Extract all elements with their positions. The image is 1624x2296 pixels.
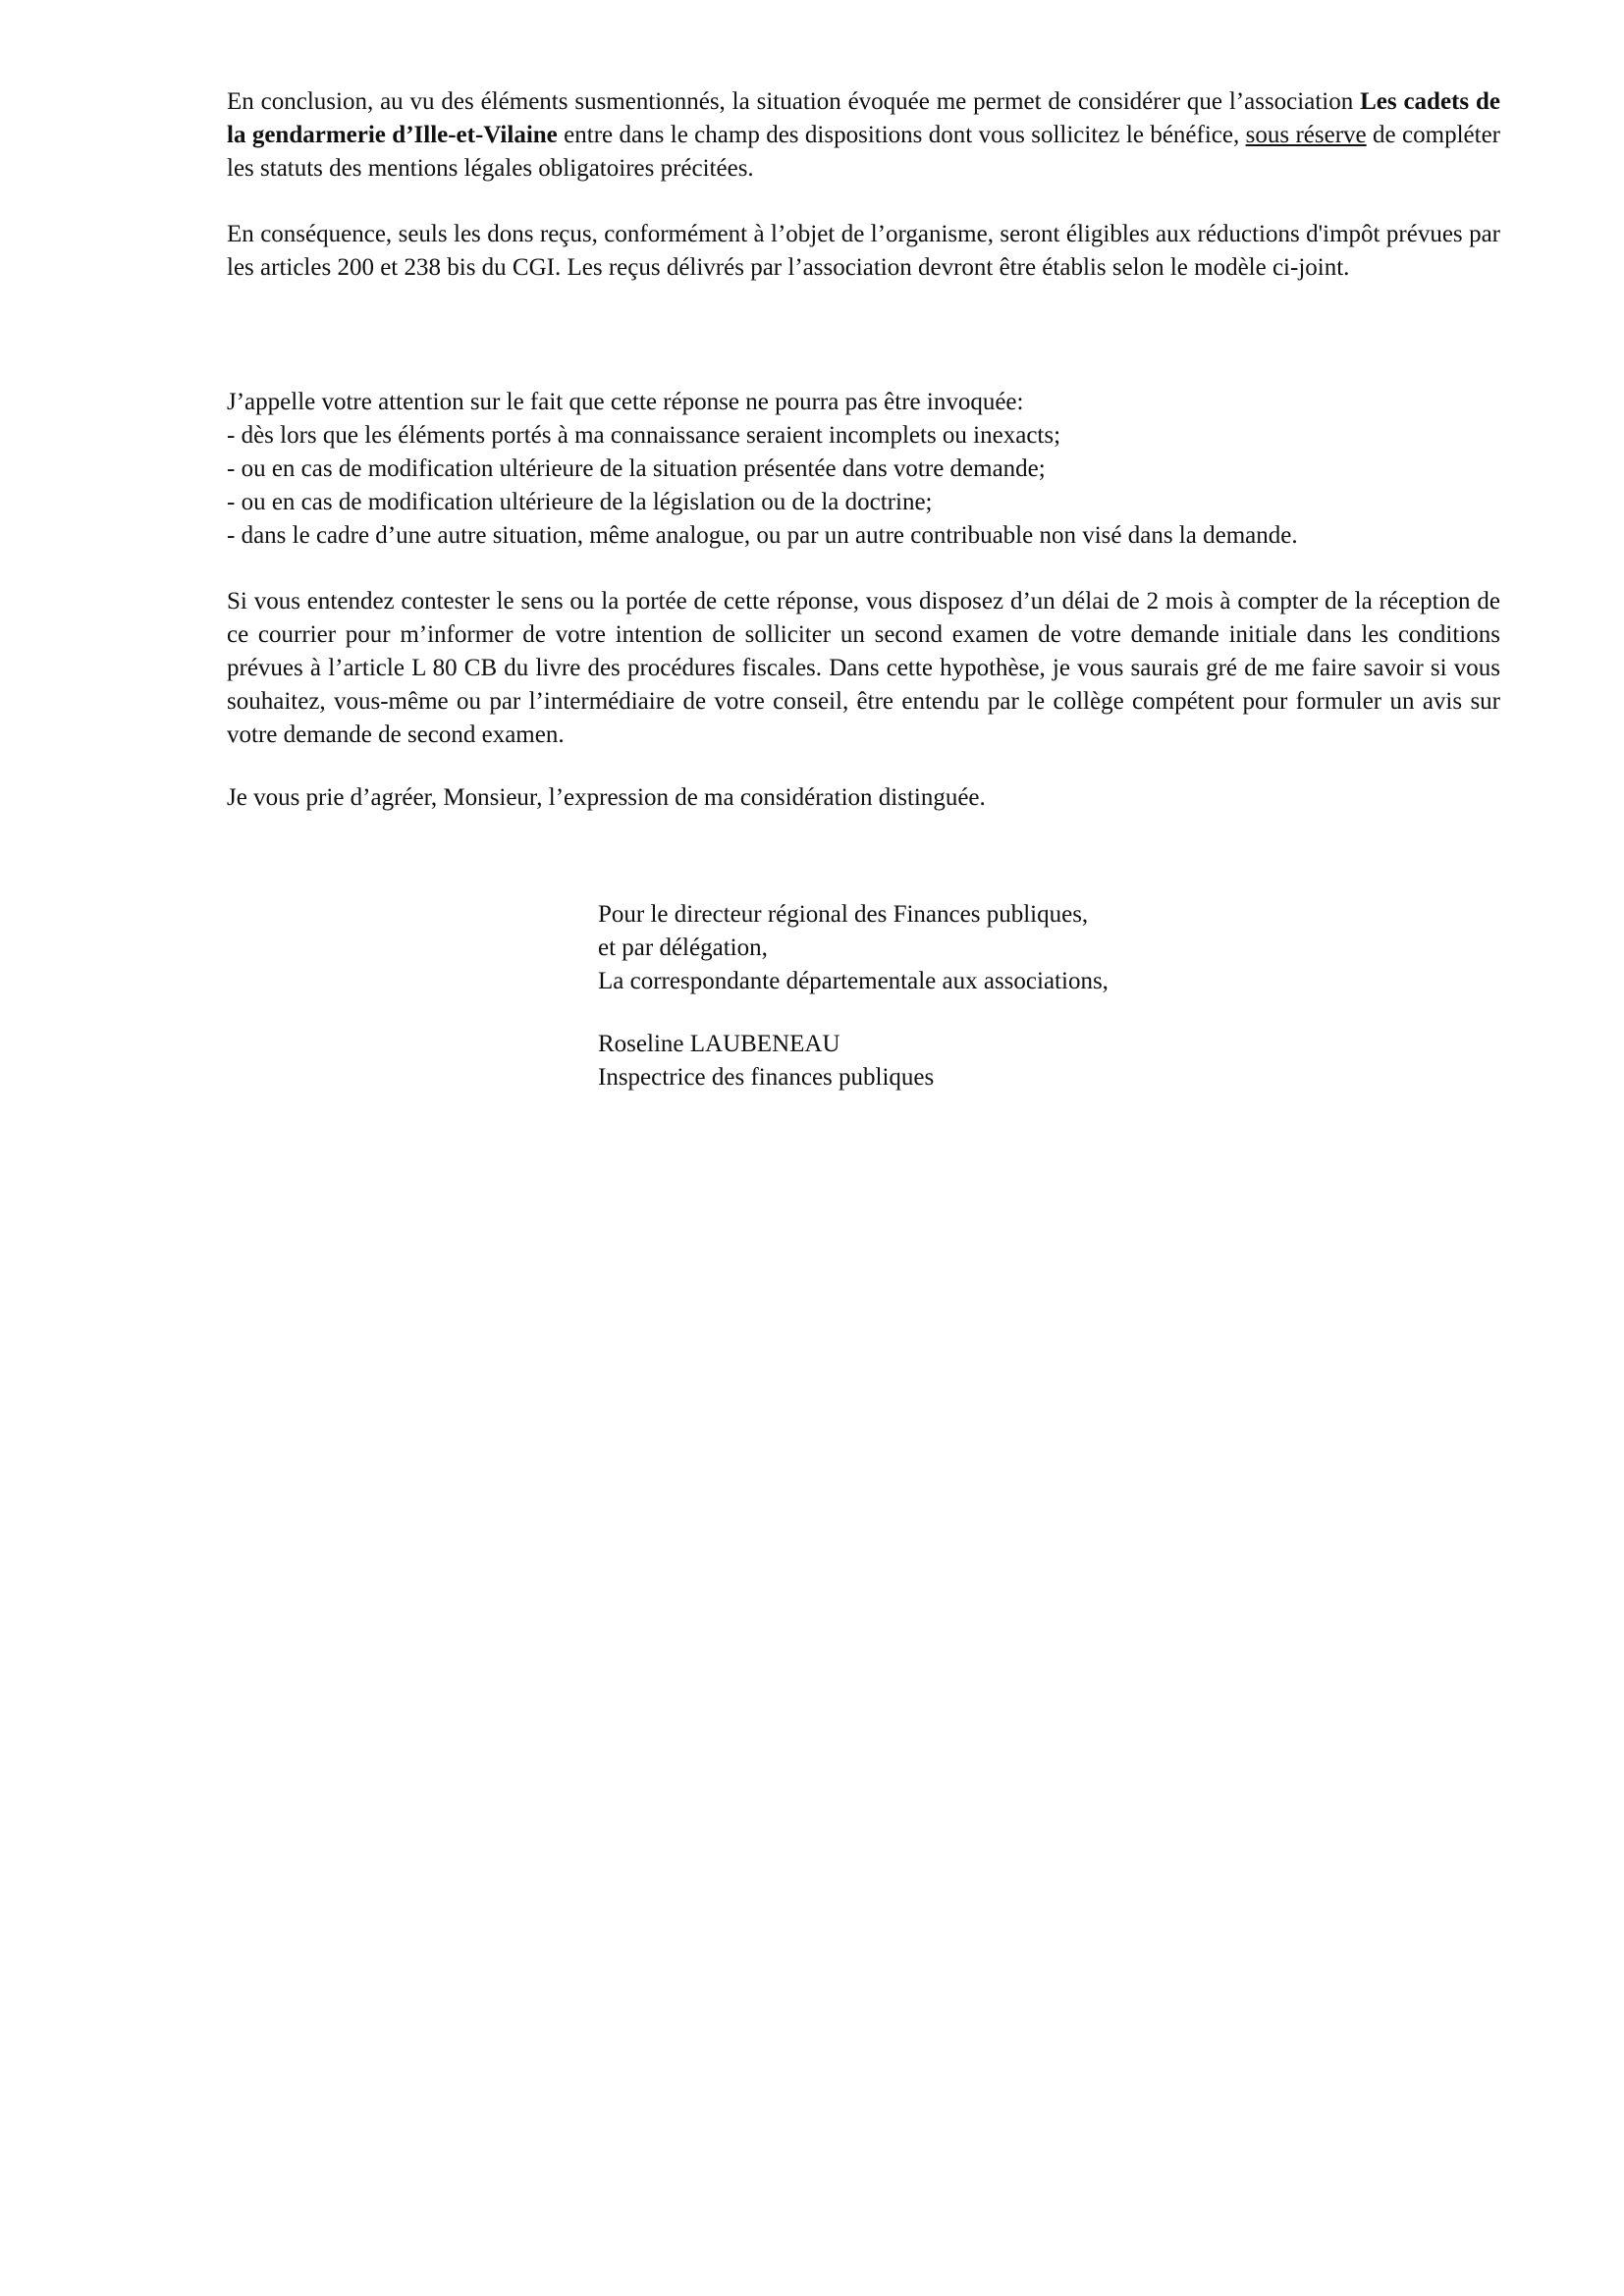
association-name: Les cadets de la gendarmerie d’Ille-et-Vilaine xyxy=(227,88,1500,148)
conclusion-text-middle: entre dans le champ des dispositions dont vous sollicitez le bénéfice, xyxy=(557,122,1246,148)
attention-paragraph xyxy=(227,386,1500,553)
signatory xyxy=(598,1028,1383,1095)
conclusion-text-start: En conclusion, au vu des éléments susmentionnés, la situation évoquée me permet de considérer que l’association xyxy=(227,88,1361,115)
attention-intro: J’appelle votre attention sur le fait que cette réponse ne pourra pas être invoquée: xyxy=(227,389,1024,415)
consequence-paragraph: En conséquence, seuls les dons reçus, conformément à l’objet de l’organisme, seront éligibles aux réductions d'impôt prévues par les articles 200 et 238 bis du CGI. Les reçus délivrés par l’association devront être établis selon le modèle ci-joint. xyxy=(227,221,1500,281)
reserve-underlined: sous réserve xyxy=(1245,122,1367,148)
signature-delegation xyxy=(598,898,1383,998)
closing-formula: Je vous prie d’agréer, Monsieur, l’expression de ma considération distinguée. xyxy=(227,784,986,811)
signature-line: La correspondante départementale aux associations, xyxy=(598,968,1109,994)
attention-item: - ou en cas de modification ultérieure de la législation ou de la doctrine; xyxy=(227,489,933,515)
signature-line: et par délégation, xyxy=(598,934,768,961)
conclusion-paragraph xyxy=(227,85,1500,186)
attention-item: - ou en cas de modification ultérieure de la situation présentée dans votre demande; xyxy=(227,455,1046,482)
attention-item: - dès lors que les éléments portés à ma connaissance seraient incomplets ou inexacts; xyxy=(227,422,1061,449)
conclusion-text-end: de compléter les statuts des mentions légales obligatoires précitées. xyxy=(227,122,1500,182)
signature-line: Pour le directeur régional des Finances publiques, xyxy=(598,901,1089,928)
contest-paragraph: Si vous entendez contester le sens ou la portée de cette réponse, vous disposez d’un délai de 2 mois à compter de la réception de ce courrier pour m’informer de votre intention de solliciter un second examen de votre demande initiale dans les conditions prévues à l’article L 80 CB du livre des procédures fiscales. Dans cette hypothèse, je vous saurais gré de me faire savoir si vous souhaitez, vous-même ou par l’intermédiaire de votre conseil, être entendu par le collège compétent pour formuler un avis sur votre demande de second examen. xyxy=(227,588,1500,748)
attention-item: - dans le cadre d’une autre situation, même analogue, ou par un autre contribuable non visé dans la demande. xyxy=(227,522,1298,549)
signatory-title: Inspectrice des finances publiques xyxy=(598,1064,935,1091)
signatory-name: Roseline LAUBENEAU xyxy=(598,1031,840,1057)
